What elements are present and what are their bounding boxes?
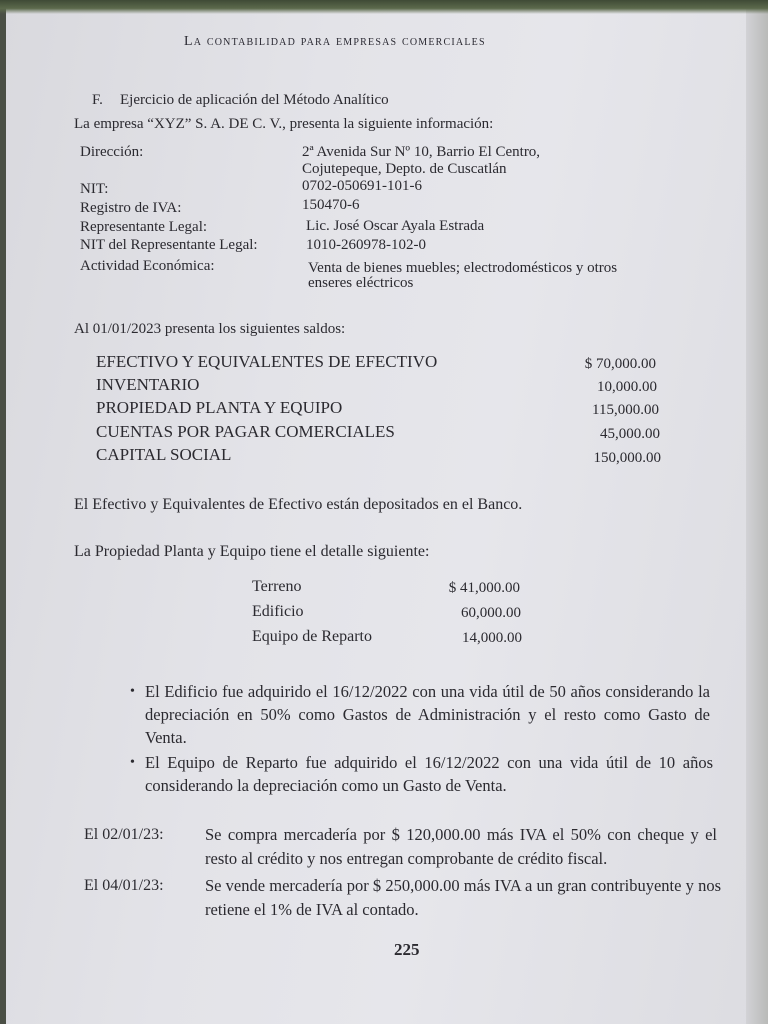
balance-amount: 150,000.00 [593,450,661,466]
info-label: Representante Legal: [80,219,208,235]
bullet-icon: • [130,755,135,770]
info-value: Venta de bienes muebles; electrodomésticos y otros [308,260,618,276]
ppe-amount: $ 41,000.00 [448,580,520,596]
bullet-text: El Equipo de Reparto fue adquirido el 16/12/2022 con una vida útil de 10 años considerando la depreciación como un Gasto de Venta. [145,753,713,795]
info-label: Dirección: [80,144,144,160]
intro-text: La empresa “XYZ” S. A. DE C. V., presenta la siguiente información: [74,116,494,132]
transaction-date: El 04/01/23: [84,877,164,894]
info-value: enseres eléctricos [308,275,414,291]
background-top-strip [0,0,768,14]
ppe-intro: La Propiedad Planta y Equipo tiene el detalle siguiente: [74,543,430,560]
section-letter: F. [92,92,103,108]
balance-amount: 10,000.00 [597,379,657,395]
section-title: Ejercicio de aplicación del Método Analítico [120,92,389,108]
info-value: 150470-6 [302,197,360,213]
ppe-amount: 14,000.00 [462,630,522,646]
bullet-icon: • [130,684,135,699]
transaction-date: El 02/01/23: [84,826,164,843]
info-label: Actividad Económica: [80,258,215,274]
bullet-text: El Edificio fue adquirido el 16/12/2022 con una vida útil de 50 años considerando la depreciación en 50% como Gastos de Administración y el resto como Gasto de Venta. [145,682,710,747]
balance-amount: $ 70,000.00 [584,356,656,372]
ppe-item: Equipo de Reparto [252,628,372,645]
transaction-text: Se compra mercadería por $ 120,000.00 más IVA el 50% con cheque y el resto al crédito y nos entregan comprobante de crédito fiscal. [205,825,717,868]
page-number: 225 [394,940,420,959]
ppe-amount: 60,000.00 [461,605,521,621]
info-value: 2ª Avenida Sur Nº 10, Barrio El Centro, [302,144,541,160]
info-value: 0702-050691-101-6 [302,178,422,194]
cash-note: El Efectivo y Equivalentes de Efectivo están depositados en el Banco. [74,496,523,513]
book-page [6,0,768,1024]
balance-account: INVENTARIO [96,375,200,394]
info-label: NIT: [80,181,109,197]
page-edge [746,0,768,1024]
running-header: La contabilidad para empresas comerciales [184,34,486,49]
balance-account: CUENTAS POR PAGAR COMERCIALES [96,422,395,441]
transaction-text: Se vende mercadería por $ 250,000.00 más IVA a un gran contribuyente y nos retiene el 1% de IVA al contado. [205,876,721,919]
balance-amount: 45,000.00 [600,426,660,442]
ppe-item: Edificio [252,603,304,620]
balances-intro: Al 01/01/2023 presenta los siguientes saldos: [74,321,346,337]
balance-account: EFECTIVO Y EQUIVALENTES DE EFECTIVO [96,352,438,371]
ppe-item: Terreno [252,578,302,595]
info-value: 1010-260978-102-0 [306,237,426,253]
info-label: Registro de IVA: [80,200,182,216]
balance-account: CAPITAL SOCIAL [96,445,232,464]
info-value: Lic. José Oscar Ayala Estrada [306,218,485,234]
balance-amount: 115,000.00 [592,402,659,418]
info-value: Cojutepeque, Depto. de Cuscatlán [302,161,507,177]
info-label: NIT del Representante Legal: [80,237,258,253]
balance-account: PROPIEDAD PLANTA Y EQUIPO [96,398,343,417]
